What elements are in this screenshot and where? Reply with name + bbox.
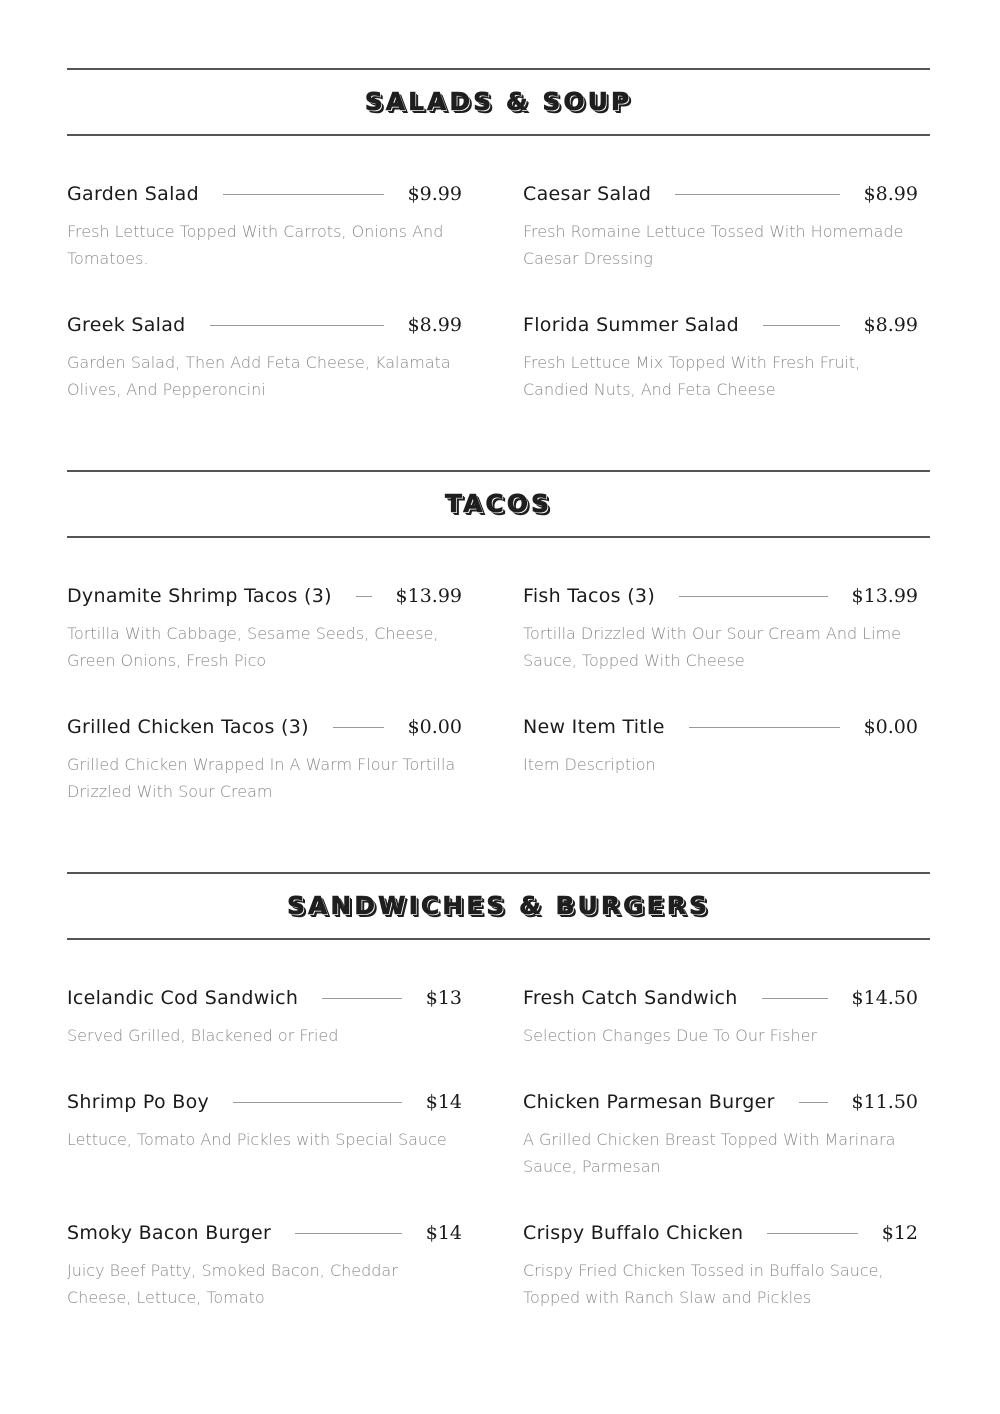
item-price: $14 <box>425 1222 462 1244</box>
leader-line <box>322 998 402 999</box>
item-price: $14.50 <box>851 987 918 1009</box>
item-description: Tortilla Drizzled With Our Sour Cream And Lime Sauce, Topped With Cheese <box>523 624 901 670</box>
leader-line <box>763 325 840 326</box>
section-header <box>67 68 930 136</box>
section-salads-soup <box>67 68 930 399</box>
leader-line <box>767 1233 857 1234</box>
menu-item <box>67 180 462 272</box>
leader-line <box>233 1102 402 1103</box>
leader-line <box>295 1233 402 1234</box>
menu-item <box>67 984 462 1049</box>
item-description: Grilled Chicken Wrapped In A Warm Flour Tortilla Drizzled With Sour Cream <box>67 755 456 801</box>
item-price: $13 <box>425 987 462 1009</box>
item-name: Fish Tacos (3) <box>523 585 656 607</box>
leader-line <box>762 998 828 999</box>
item-name: Crispy Buffalo Chicken <box>523 1222 744 1244</box>
leader-line <box>356 596 372 597</box>
item-price: $8.99 <box>863 314 918 336</box>
section-header <box>67 470 930 538</box>
menu-item <box>523 713 918 778</box>
item-price: $13.99 <box>851 585 918 607</box>
item-name: New Item Title <box>523 716 665 738</box>
item-price: $8.99 <box>863 183 918 205</box>
menu-item <box>523 582 918 674</box>
section-title: SANDWICHES & BURGERS <box>287 890 710 920</box>
item-price: $0.00 <box>863 716 918 738</box>
item-name: Dynamite Shrimp Tacos (3) <box>67 585 332 607</box>
menu-item <box>523 180 918 272</box>
section-tacos <box>67 470 930 801</box>
menu-item <box>67 582 462 674</box>
item-name: Shrimp Po Boy <box>67 1091 210 1113</box>
item-price: $13.99 <box>395 585 462 607</box>
item-name: Icelandic Cod Sandwich <box>67 987 299 1009</box>
item-price: $0.00 <box>407 716 462 738</box>
item-price: $9.99 <box>407 183 462 205</box>
item-description: Selection Changes Due To Our Fisher <box>523 1026 818 1045</box>
leader-line <box>675 194 839 195</box>
item-price: $11.50 <box>851 1091 918 1113</box>
leader-line <box>333 727 384 728</box>
section-title: SALADS & SOUP <box>364 86 633 116</box>
item-description: Fresh Romaine Lettuce Tossed With Homemade Caesar Dressing <box>523 222 904 268</box>
item-name: Garden Salad <box>67 183 199 205</box>
menu-item <box>67 311 462 403</box>
section-sandwiches-burgers <box>67 872 930 1307</box>
item-description: A Grilled Chicken Breast Topped With Marinara Sauce, Parmesan <box>523 1130 896 1176</box>
item-description: Item Description <box>523 755 656 774</box>
item-description: Garden Salad, Then Add Feta Cheese, Kalamata Olives, And Pepperoncini <box>67 353 451 399</box>
item-name: Caesar Salad <box>523 183 652 205</box>
menu-item <box>523 1088 918 1180</box>
item-description: Tortilla With Cabbage, Sesame Seeds, Cheese, Green Onions, Fresh Pico <box>67 624 439 670</box>
item-description: Served Grilled, Blackened or Fried <box>67 1026 339 1045</box>
menu-item <box>523 311 918 403</box>
menu-item <box>67 1088 462 1153</box>
leader-line <box>210 325 384 326</box>
item-price: $14 <box>425 1091 462 1113</box>
item-description: Lettuce, Tomato And Pickles with Special Sauce <box>67 1130 447 1149</box>
item-name: Smoky Bacon Burger <box>67 1222 272 1244</box>
item-name: Grilled Chicken Tacos (3) <box>67 716 309 738</box>
item-description: Fresh Lettuce Topped With Carrots, Onions And Tomatoes. <box>67 222 444 268</box>
item-description: Crispy Fried Chicken Tossed in Buffalo Sauce, Topped with Ranch Slaw and Pickles <box>523 1261 884 1307</box>
section-title: TACOS <box>444 488 553 518</box>
item-name: Fresh Catch Sandwich <box>523 987 738 1009</box>
item-name: Chicken Parmesan Burger <box>523 1091 775 1113</box>
menu-item <box>67 713 462 805</box>
leader-line <box>689 727 840 728</box>
menu-item <box>523 984 918 1049</box>
item-name: Florida Summer Salad <box>523 314 740 336</box>
leader-line <box>679 596 827 597</box>
item-description: Fresh Lettuce Mix Topped With Fresh Fruit, Candied Nuts, And Feta Cheese <box>523 353 861 399</box>
section-header <box>67 872 930 940</box>
item-name: Greek Salad <box>67 314 186 336</box>
item-price: $8.99 <box>407 314 462 336</box>
menu-item <box>523 1219 918 1311</box>
menu-item <box>67 1219 462 1311</box>
item-price: $12 <box>881 1222 918 1244</box>
leader-line <box>799 1102 828 1103</box>
item-description: Juicy Beef Patty, Smoked Bacon, Cheddar Cheese, Lettuce, Tomato <box>67 1261 398 1307</box>
leader-line <box>223 194 384 195</box>
